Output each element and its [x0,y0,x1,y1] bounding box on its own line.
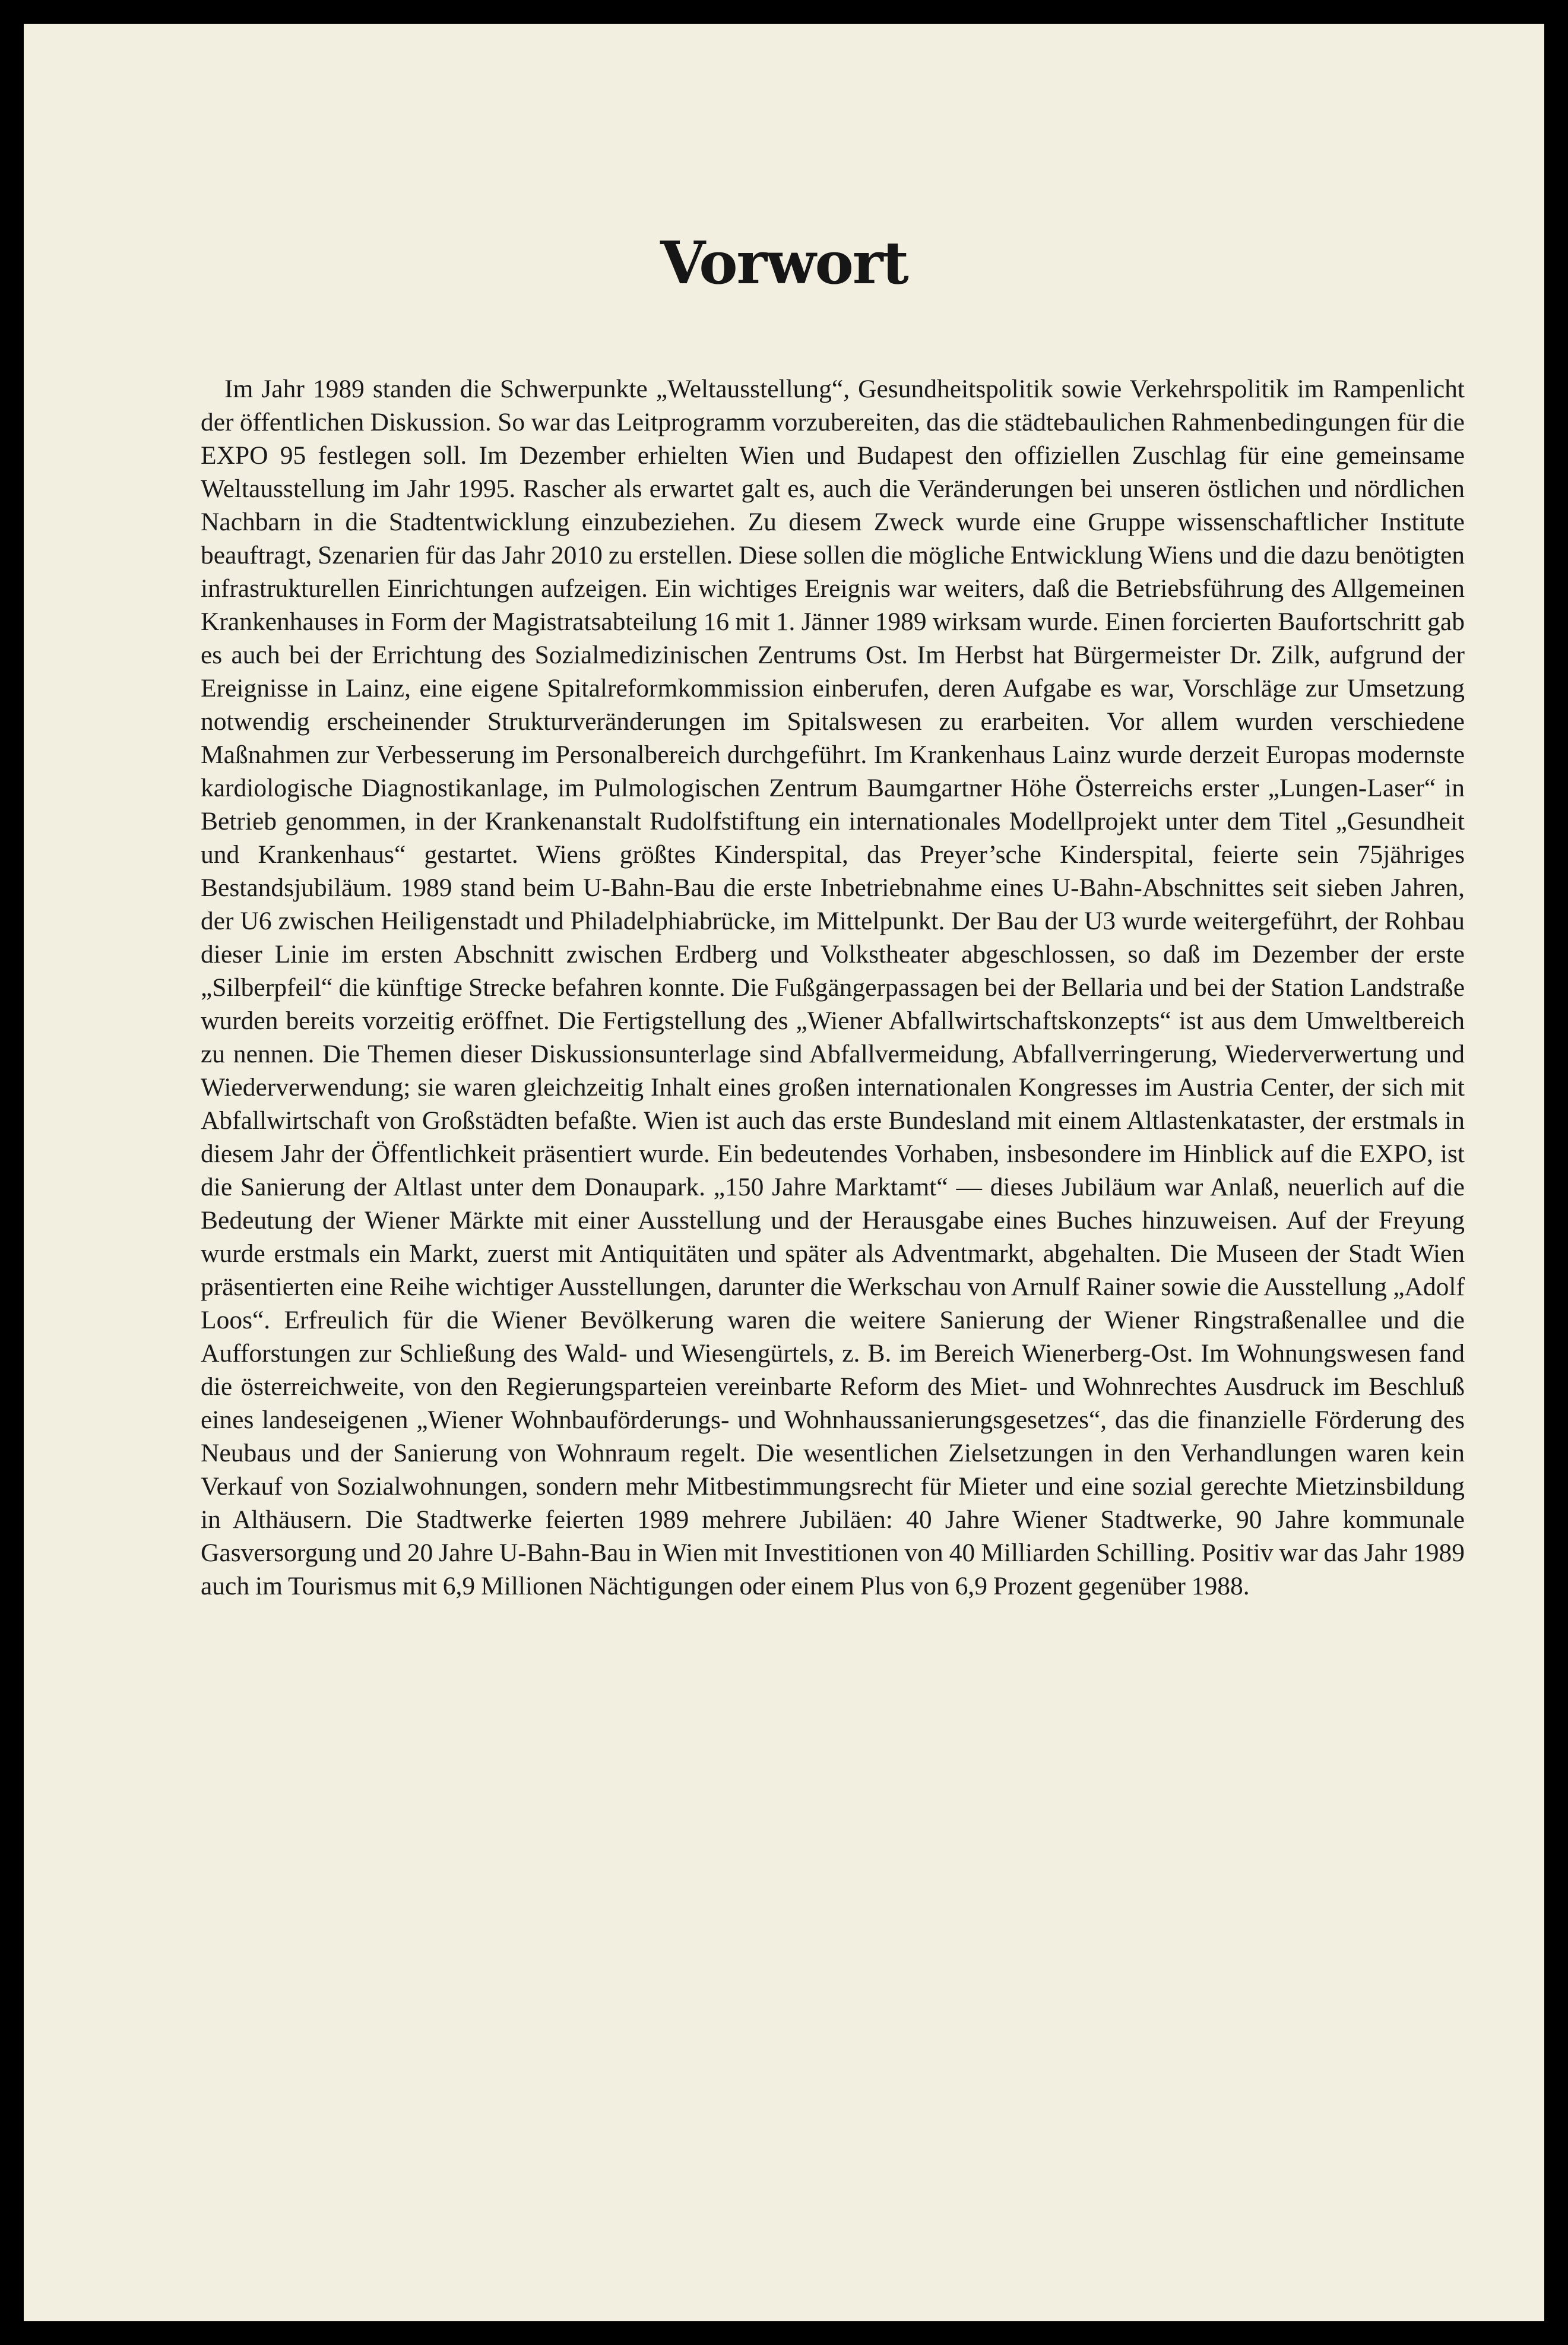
page-title: Vorwort [660,229,908,298]
body-paragraph: Im Jahr 1989 standen die Schwerpunkte „Weltausstellung“, Gesundheitspolitik sowie Verkehrspolitik im Rampenlicht der öffentlichen Diskussion. So war das Leitprogramm vorzubereiten, das die städtebaulichen Rahmenbedingungen für die EXPO 95 festlegen soll. Im Dezember erhielten Wien und Budapest den offiziellen Zuschlag für eine gemeinsame Weltausstellung im Jahr 1995. Rascher als erwartet galt es, auch die Veränderungen bei unseren östlichen und nördlichen Nachbarn in die Stadtentwicklung einzubeziehen. Zu diesem Zweck wurde eine Gruppe wissenschaftlicher Institute beauftragt, Szenarien für das Jahr 2010 zu erstellen. Diese sollen die mögliche Entwicklung Wiens und die dazu benötigten infrastrukturellen Einrichtungen aufzeigen. Ein wichtiges Ereignis war weiters, daß die Betriebsführung des Allgemeinen Krankenhauses in Form der Magistratsabteilung 16 mit 1. Jänner 1989 wirksam wurde. Einen forcierten Baufortschritt gab es auch bei der Errichtung des Sozialmedizinischen Zentrums Ost. Im Herbst hat Bürgermeister Dr. Zilk, aufgrund der Ereignisse in Lainz, eine eigene Spitalreformkommission einberufen, deren Aufgabe es war, Vorschläge zur Umsetzung notwendig erscheinender Strukturveränderungen im Spitalswesen zu erarbeiten. Vor allem wurden verschiedene Maßnahmen zur Verbesserung im Personalbereich durchgeführt. Im Krankenhaus Lainz wurde derzeit Europas modernste kardiologische Diagnostikanlage, im Pulmologischen Zentrum Baumgartner Höhe Österreichs erster „Lungen-Laser“ in Betrieb genommen, in der Krankenanstalt Rudolfstiftung ein internationales Modellprojekt unter dem Titel „Gesundheit und Krankenhaus“ gestartet. Wiens größtes Kinderspital, das Preyer’sche Kinderspital, feierte sein 75jähriges Bestandsjubiläum. 1989 stand beim U-Bahn-Bau die erste Inbetriebnahme eines U-Bahn-Abschnittes seit sieben Jahren, der U6 zwischen Heiligenstadt und Philadelphiabrücke, im Mittelpunkt. Der Bau der U3 wurde weitergeführt, der Rohbau dieser Linie im ersten Abschnitt zwischen Erdberg und Volkstheater abgeschlossen, so daß im Dezember der erste „Silberpfeil“ die künftige Strecke befahren konnte. Die Fußgängerpassagen bei der Bellaria und bei der Station Landstraße wurden bereits vorzeitig eröffnet. Die Fertigstellung des „Wiener Abfallwirtschaftskonzepts“ ist aus dem Umweltbereich zu nennen. Die Themen dieser Diskussionsunterlage sind Abfallvermeidung, Abfallverringerung, Wiederverwertung und Wiederverwendung; sie waren gleichzeitig Inhalt eines großen internationalen Kongresses im Austria Center, der sich mit Abfallwirtschaft von Großstädten befaßte. Wien ist auch das erste Bundesland mit einem Altlastenkataster, der erstmals in diesem Jahr der Öffentlichkeit präsentiert wurde. Ein bedeutendes Vorhaben, insbesondere im Hinblick auf die EXPO, ist die Sanierung der Altlast unter dem Donaupark. „150 Jahre Marktamt“ — dieses Jubiläum war Anlaß, neuerlich auf die Bedeutung der Wiener Märkte mit einer Ausstellung und der Herausgabe eines Buches hinzuweisen. Auf der Freyung wurde erstmals ein Markt, zuerst mit Antiquitäten und später als Adventmarkt, abgehalten. Die Museen der Stadt Wien präsentierten eine Reihe wichtiger Ausstellungen, darunter die Werkschau von Arnulf Rainer sowie die Ausstellung „Adolf Loos“. Erfreulich für die Wiener Bevölkerung waren die weitere Sanierung der Wiener Ringstraßenallee und die Aufforstungen zur Schließung des Wald- und Wiesengürtels, z. B. im Bereich Wienerberg-Ost. Im Wohnungswesen fand die österreichweite, von den Regierungsparteien vereinbarte Reform des Miet- und Wohnrechtes Ausdruck im Beschluß eines landeseigenen „Wiener Wohnbauförderungs- und Wohnhaussanierungsgesetzes“, das die finanzielle Förderung des Neubaus und der Sanierung von Wohnraum regelt. Die wesentlichen Zielsetzungen in den Verhandlungen waren kein Verkauf von Sozialwohnungen, sondern mehr Mitbestimmungsrecht für Mieter und eine sozial gerechte Mietzinsbildung in Althäusern. Die Stadtwerke feierten 1989 mehrere Jubiläen: 40 Jahre Wiener Stadtwerke, 90 Jahre kommunale Gasversorgung und 20 Jahre U-Bahn-Bau in Wien mit Investitionen von 40 Milliarden Schilling. Positiv war das Jahr 1989 auch im Tourismus mit 6,9 Millionen Nächtigungen oder einem Plus von 6,9 Prozent gegenüber 1988. [201,375,1465,1600]
document-page [24,24,1544,2321]
